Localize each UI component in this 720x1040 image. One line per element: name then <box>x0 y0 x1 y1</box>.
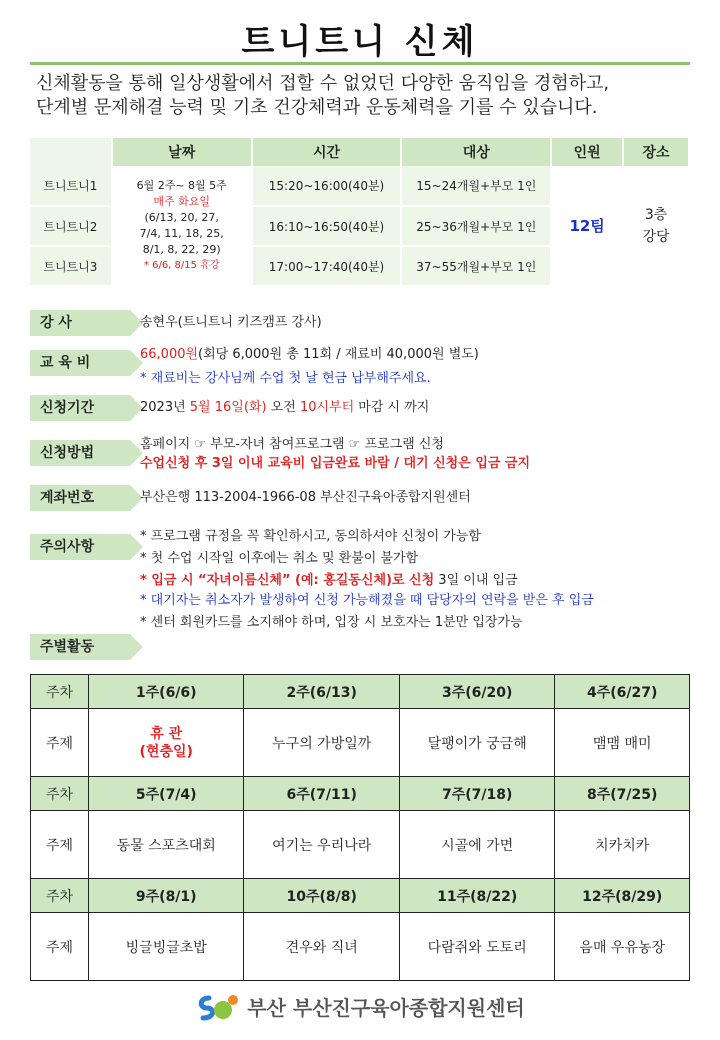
week-cell: 7주(7/18) <box>399 777 554 811</box>
footer <box>0 992 720 1027</box>
fee-note: * 재료비는 강사님께 수업 첫 날 현금 납부해주세요. <box>140 371 431 386</box>
period-date: 5월 16일(화) <box>189 400 267 415</box>
schedule-place <box>623 166 689 286</box>
schedule-table <box>30 138 690 287</box>
date-list-3: 8/1, 8, 22, 29) <box>142 242 221 256</box>
schedule-row <box>30 166 689 206</box>
holiday-reason: (현충일) <box>139 743 193 760</box>
notes-line-3 <box>140 572 518 590</box>
notes-line-3-highlight: * 입금 시 “자녀이름신체” (예: 홍길동신체)로 신청 <box>140 573 435 588</box>
program-name: 트니트니3 <box>30 246 112 286</box>
schedule-dates <box>112 166 252 286</box>
topic-cell: 누구의 가방일까 <box>244 709 399 777</box>
schedule-header-blank <box>30 138 112 166</box>
week-cell: 8주(7/25) <box>555 777 690 811</box>
period-post: 마감 시 까지 <box>354 400 430 415</box>
topic-cell: 달팽이가 궁금해 <box>399 709 554 777</box>
header-date: 날짜 <box>112 138 252 166</box>
date-weekday: 매주 화요일 <box>153 194 211 208</box>
header-time: 시간 <box>252 138 402 166</box>
week-header-row <box>31 879 690 913</box>
program-name: 트니트니1 <box>30 166 112 206</box>
schedule-count <box>551 166 623 286</box>
topic-row-label: 주제 <box>31 811 89 879</box>
period-mid: 오전 <box>266 400 300 415</box>
topic-cell: 동물 스포츠대회 <box>89 811 244 879</box>
week-cell: 3주(6/20) <box>399 675 554 709</box>
week-row-label: 주차 <box>31 777 89 811</box>
topic-row <box>31 913 690 981</box>
period-value <box>140 399 429 417</box>
week-header-row <box>31 777 690 811</box>
account-label: 계좌번호 <box>30 485 130 511</box>
notes-line-4: * 대기자는 취소자가 발생하여 신청 가능해졌을 때 담당자의 연락을 받은 후 입금 <box>140 593 594 608</box>
topic-cell: 다람쥐와 도토리 <box>399 913 554 981</box>
topic-cell-holiday <box>89 709 244 777</box>
fee-label: 교 육 비 <box>30 350 130 376</box>
week-row-label: 주차 <box>31 879 89 913</box>
date-list-1: (6/13, 20, 27, <box>144 210 219 224</box>
topic-cell: 맴맴 매미 <box>555 709 690 777</box>
date-list-2: 7/4, 11, 18, 25, <box>139 226 224 240</box>
intro-text <box>36 72 696 120</box>
instructor-value: 송현우(트니트니 키즈캠프 강사) <box>140 315 322 330</box>
title-underline <box>30 62 690 65</box>
week-cell: 1주(6/6) <box>89 675 244 709</box>
topic-cell: 견우와 직녀 <box>244 913 399 981</box>
method-line-2: 수업신청 후 3일 이내 교육비 입금완료 바람 / 대기 신청은 입금 금지 <box>140 456 531 471</box>
program-target: 37~55개월+부모 1인 <box>401 246 551 286</box>
fee-value <box>140 346 479 364</box>
intro-line-1: 신체활동을 통해 일상생활에서 접할 수 없었던 다양한 움직임을 경험하고, <box>36 73 610 94</box>
program-time: 15:20~16:00(40분) <box>252 166 402 206</box>
footer-text: 부산 부산진구육아종합지원센터 <box>247 996 525 1020</box>
account-value: 부산은행 113-2004-1966-08 부산진구육아종합지원센터 <box>140 490 471 505</box>
program-target: 25~36개월+부모 1인 <box>401 206 551 246</box>
topic-row-label: 주제 <box>31 709 89 777</box>
center-logo-icon <box>195 992 241 1027</box>
schedule-header-row <box>30 138 689 166</box>
period-pre: 2023년 <box>140 400 190 415</box>
page-title: 트니트니 신체 <box>241 22 479 62</box>
week-row-label: 주차 <box>31 675 89 709</box>
period-label: 신청기간 <box>30 395 130 421</box>
notes-line-2: * 첫 수업 시작일 이후에는 취소 및 환불이 불가함 <box>140 551 419 566</box>
week-cell: 5주(7/4) <box>89 777 244 811</box>
topic-row-label: 주제 <box>31 913 89 981</box>
header-count: 인원 <box>551 138 623 166</box>
instructor-label: 강 사 <box>30 310 130 336</box>
method-line-1: 홈페이지 ☞ 부모-자녀 참여프로그램 ☞ 프로그램 신청 <box>140 437 444 452</box>
notes-line-5: * 센터 회원카드를 소지해야 하며, 입장 시 보호자는 1분만 입장가능 <box>140 615 523 630</box>
weekly-table <box>30 674 690 981</box>
week-cell: 2주(6/13) <box>244 675 399 709</box>
holiday-label: 휴 관 <box>150 725 183 742</box>
fee-amount: 66,000원 <box>140 347 199 362</box>
count-value: 12팀 <box>569 217 605 235</box>
week-header-row <box>31 675 690 709</box>
topic-row <box>31 709 690 777</box>
topic-cell: 치카치카 <box>555 811 690 879</box>
program-name: 트니트니2 <box>30 206 112 246</box>
program-time: 17:00~17:40(40분) <box>252 246 402 286</box>
program-target: 15~24개월+부모 1인 <box>401 166 551 206</box>
notes-label: 주의사항 <box>30 534 130 560</box>
topic-row <box>31 811 690 879</box>
fee-detail: (회당 6,000원 총 11회 / 재료비 40,000원 별도) <box>198 347 479 362</box>
week-cell: 9주(8/1) <box>89 879 244 913</box>
week-cell: 4주(6/27) <box>555 675 690 709</box>
week-cell: 10주(8/8) <box>244 879 399 913</box>
topic-cell: 빙글빙글초밥 <box>89 913 244 981</box>
date-range: 6월 2주~ 8월 5주 <box>136 178 227 192</box>
header-place: 장소 <box>623 138 689 166</box>
notes-line-3-rest: 3일 이내 입금 <box>434 573 518 588</box>
method-label: 신청방법 <box>30 440 130 466</box>
header-target: 대상 <box>401 138 551 166</box>
place-room: 강당 <box>642 228 670 245</box>
week-cell: 11주(8/22) <box>399 879 554 913</box>
date-holiday-note: * 6/6, 8/15 휴강 <box>143 259 220 271</box>
weekly-label: 주별활동 <box>30 634 130 660</box>
program-time: 16:10~16:50(40분) <box>252 206 402 246</box>
notes-line-1: * 프로그램 규정을 꼭 확인하시고, 동의하셔야 신청이 가능함 <box>140 529 481 544</box>
week-cell: 12주(8/29) <box>555 879 690 913</box>
intro-line-2: 단계별 문제해결 능력 및 기초 건강체력과 운동체력을 기를 수 있습니다. <box>36 97 598 118</box>
week-cell: 6주(7/11) <box>244 777 399 811</box>
topic-cell: 시골에 가면 <box>399 811 554 879</box>
topic-cell: 음매 우유농장 <box>555 913 690 981</box>
period-time: 10시부터 <box>299 400 355 415</box>
topic-cell: 여기는 우리나라 <box>244 811 399 879</box>
place-floor: 3층 <box>644 206 668 223</box>
